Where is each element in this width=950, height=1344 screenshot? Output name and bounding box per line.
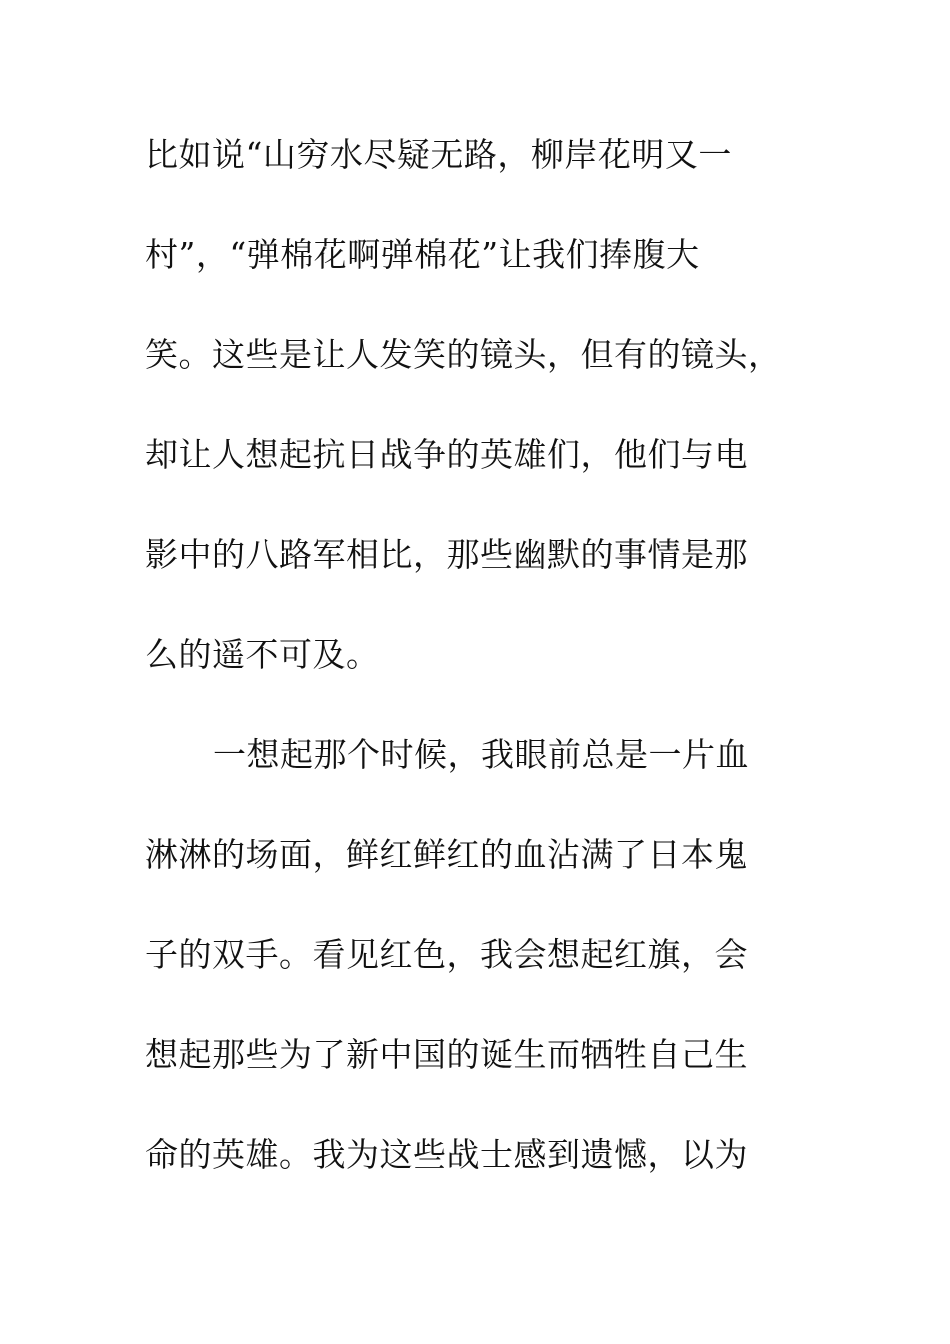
text-line: 命的英雄。我为这些战士感到遗憾，以为 <box>145 1135 748 1174</box>
text-line: 笑。这些是让人发笑的镜头，但有的镜头， <box>145 335 782 374</box>
text-line: 想起那些为了新中国的诞生而牺牲自己生 <box>145 1035 748 1074</box>
body-text <box>145 120 825 1220</box>
text-line: 影中的八路军相比，那些幽默的事情是那 <box>145 535 748 574</box>
text-line: 么的遥不可及。 <box>145 635 380 674</box>
text-line: 淋淋的场面，鲜红鲜红的血沾满了日本鬼 <box>145 835 748 874</box>
text-line: 子的双手。看见红色，我会想起红旗，会 <box>145 935 748 974</box>
text-line: 却让人想起抗日战争的英雄们，他们与电 <box>145 435 748 474</box>
paragraph-start-line: 一想起那个时候，我眼前总是一片血 <box>213 735 749 774</box>
text-line: 村”，“弹棉花啊弹棉花”让我们捧腹大 <box>145 235 700 274</box>
text-line: 比如说“山穷水尽疑无路，柳岸花明又一 <box>145 135 732 174</box>
